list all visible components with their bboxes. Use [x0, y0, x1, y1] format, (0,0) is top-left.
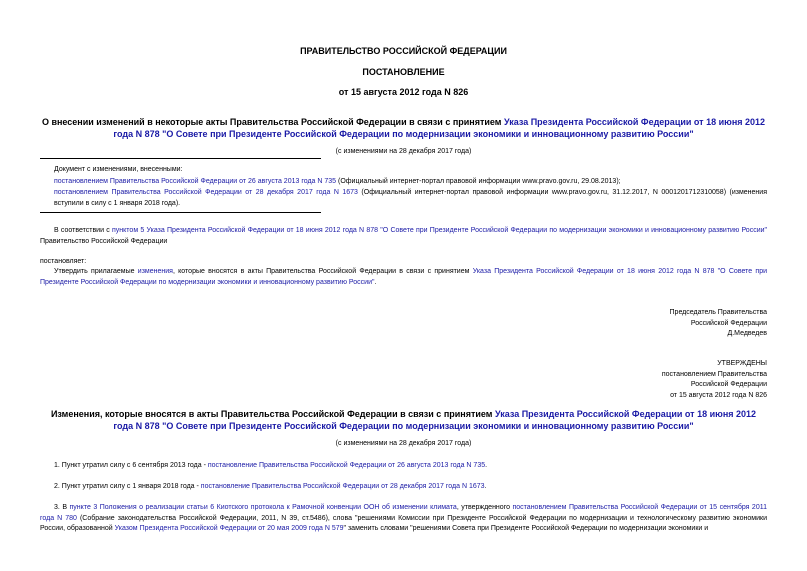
approve-end: .: [374, 278, 377, 286]
item-3-link-2[interactable]: постановлением Правительства Российской Федерации от 15 сентября 2011 года N 780: [40, 504, 767, 522]
item-2-link[interactable]: постановление Правительства Российской Федерации от 28 декабря 2017 года N 1673: [200, 483, 485, 490]
amendment-text-1: (Официальный интернет-портал правовой информации www.pravo.gov.ru, 29.08.2013);: [336, 177, 621, 185]
approve-paragraph: [40, 267, 767, 288]
item-2-end: .: [484, 483, 487, 490]
approve-link-changes[interactable]: изменения: [137, 268, 173, 275]
approve-start: Утвердить прилагаемые: [54, 268, 138, 275]
title-link[interactable]: Указа Президента Российской Федерации от 18 июня 2012 года N 878 "О Совете при Президенте Российской Федерации по модернизации экономики и инновационному развитию России": [113, 117, 766, 139]
item-1-link[interactable]: постановление Правительства Российской Федерации от 26 августа 2013 года N 735: [207, 462, 486, 469]
header-date: от 15 августа 2012 года N 826: [338, 87, 469, 97]
preamble-link[interactable]: пунктом 5 Указа Президента Российской Федерации от 18 июня 2012 года N 878 "О Совете при Президенте Российской Федерации по модернизации экономики и инновационному развитию России": [112, 227, 767, 234]
signature-block: [670, 308, 767, 340]
approved-line-3: Российской Федерации: [690, 381, 767, 388]
item-1-end: .: [485, 462, 488, 469]
changes-title: [40, 409, 767, 432]
list-item-1: [54, 461, 767, 472]
document-title: [40, 117, 767, 140]
amendments-box: [54, 165, 767, 209]
signature-position: Председатель Правительства: [669, 309, 767, 316]
approve-link-decree[interactable]: Указа Президента Российской Федерации от 18 июня 2012 года N 878 "О Совете при Президенте Российской Федерации по модернизации экономики и инновационному развитию России": [40, 268, 767, 286]
item-3-link-3[interactable]: Указом Президента Российской Федерации от 20 мая 2009 года N 579: [114, 525, 344, 532]
header-government: ПРАВИТЕЛЬСТВО РОССИЙСКОЙ ФЕДЕРАЦИИ: [300, 46, 507, 56]
changes-revision-note: (с изменениями на 28 декабря 2017 года): [335, 440, 472, 447]
approve-middle: , которые вносятся в акты Правительства Российской Федерации в связи с принятием: [172, 268, 473, 275]
signature-country: Российской Федерации: [690, 319, 767, 327]
preamble-end: Правительство Российской Федерации: [40, 237, 168, 245]
title-text: О внесении изменений в некоторые акты Правительства Российской Федерации в связи с принятием: [41, 117, 504, 127]
amendments-intro: Документ с изменениями, внесенными:: [54, 166, 183, 173]
amendment-link-1[interactable]: постановлением Правительства Российской Федерации от 26 августа 2013 года N 735: [54, 177, 337, 185]
item-3-b: , утвержденного: [456, 504, 513, 511]
amendment-item-2: [54, 188, 767, 209]
approved-line-4: от 15 августа 2012 года N 826: [670, 391, 767, 399]
item-1-text: 1. Пункт утратил силу с 6 сентября 2013 года -: [54, 462, 208, 469]
item-3-c: (Собрание законодательства Российской Федерации, 2011, N 39, ст.5486), слова "решениями Комиссии при Президенте Российской Федерации по модернизации и технологическому развитию экономики России, образованной: [40, 514, 767, 532]
changes-title-link[interactable]: Указа Президента Российской Федерации от 18 июня 2012 года N 878 "О Совете при Президенте Российской Федерации по модернизации экономики и инновационному развитию России": [113, 409, 757, 431]
approved-line-2: постановлением Правительства: [661, 370, 767, 378]
decree-word: постановляет:: [40, 258, 87, 265]
divider-top: [40, 158, 321, 159]
amendment-text-2: (Официальный интернет-портал правовой информации www.pravo.gov.ru, 31.12.2017, N 0001201712310058) (изменения вступили в силу с 1 января 2018 года).: [54, 189, 767, 207]
list-item-3: [40, 503, 767, 535]
list-item-2: [54, 482, 767, 493]
item-3-link-1[interactable]: пункте 3 Положения о реализации статьи 6 Киотского протокола к Рамочной конвенции ООН об изменении климата: [69, 504, 457, 511]
amendment-link-2[interactable]: постановлением Правительства Российской Федерации от 28 декабря 2017 года N 1673: [54, 189, 358, 196]
approved-heading: УТВЕРЖДЕНЫ: [717, 360, 767, 367]
divider-bottom: [40, 212, 321, 213]
signature-name: Д.Медведев: [727, 330, 767, 337]
item-2-text: 2. Пункт утратил силу с 1 января 2018 года -: [54, 483, 201, 490]
approved-block: [662, 359, 767, 401]
header-doc-type: ПОСТАНОВЛЕНИЕ: [362, 67, 445, 77]
item-3-a: 3. В: [54, 504, 70, 511]
preamble-start: В соответствии с: [54, 227, 112, 234]
revision-note: (с изменениями на 28 декабря 2017 года): [335, 148, 472, 155]
amendment-item-1: [54, 177, 767, 188]
changes-title-text: Изменения, которые вносятся в акты Правительства Российской Федерации в связи с принятием: [50, 409, 495, 419]
item-3-d: " заменить словами "решениями Совета при Президенте Российской Федерации по модернизации экономики и: [343, 525, 709, 532]
preamble: [40, 226, 767, 247]
